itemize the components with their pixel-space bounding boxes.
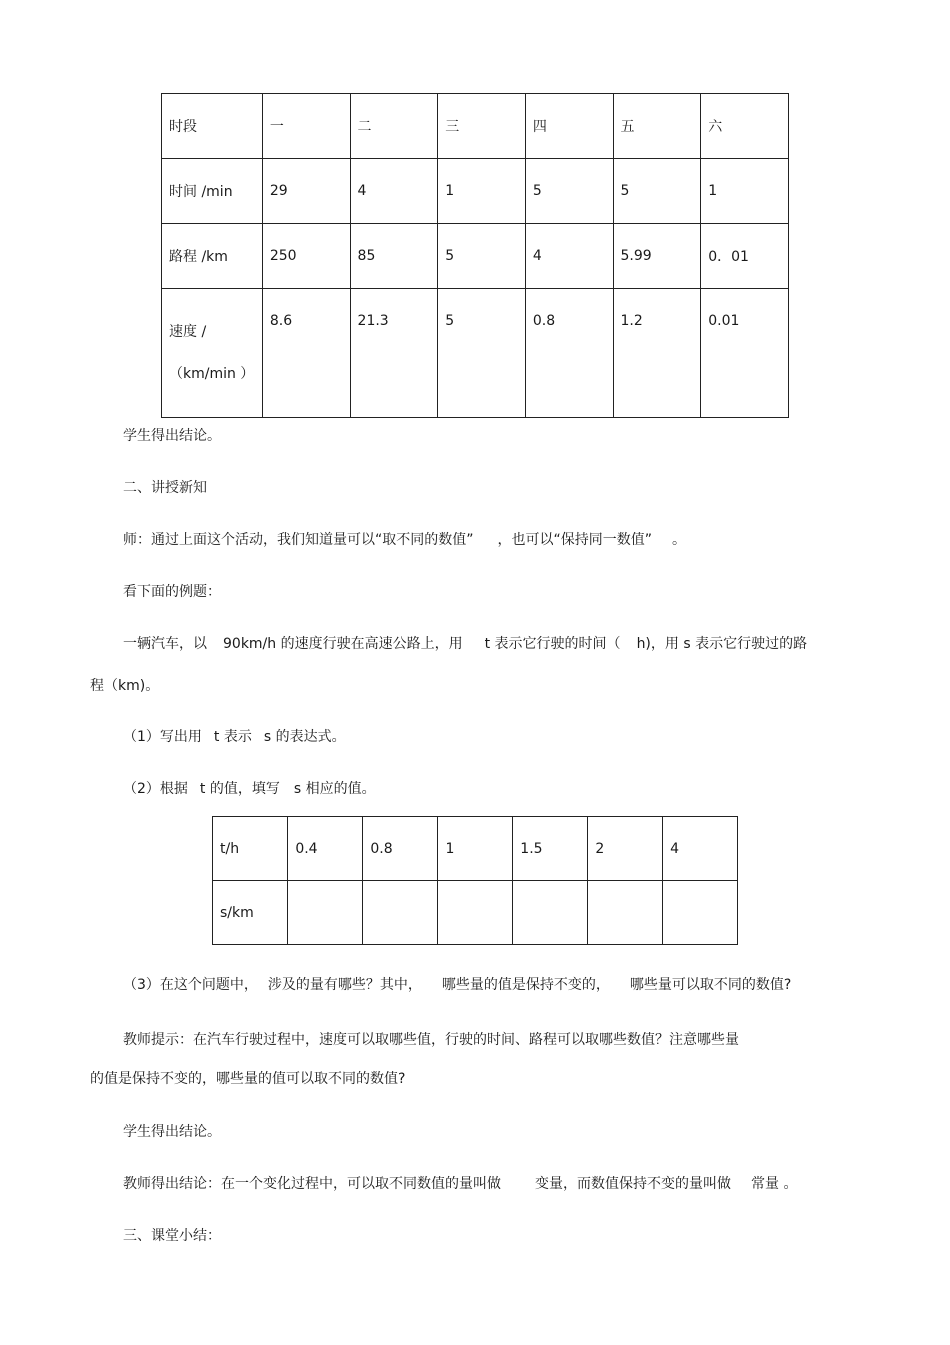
- table-cell: 85: [350, 224, 438, 289]
- table-cell: 六: [701, 94, 789, 159]
- question-3: [123, 975, 791, 995]
- table-cell: [288, 881, 363, 945]
- final-text-a: 教师得出结论：在一个变化过程中，可以取不同数值的量叫做: [123, 1176, 501, 1192]
- example-line-1: [123, 634, 807, 654]
- table-row: [162, 94, 789, 159]
- example-text-b: 90km/h 的速度行驶在高速公路上，用: [223, 636, 463, 652]
- table-cell: 1: [438, 159, 526, 224]
- table-cell: 二: [350, 94, 438, 159]
- teacher-text-c: 。: [672, 532, 687, 548]
- table-cell: 三: [438, 94, 526, 159]
- table-cell: 1: [701, 159, 789, 224]
- table-cell: 29: [262, 159, 350, 224]
- question-2-b: t 的值，填写: [199, 781, 280, 797]
- speed-table: [161, 93, 789, 418]
- hint-line-1: 教师提示：在汽车行驶过程中，速度可以取哪些值，行驶的时间、路程可以取哪些数值？注意哪些量: [123, 1032, 739, 1048]
- speed-label: 速度 /: [169, 324, 207, 340]
- question-3-c: 哪些量的值是保持不变的，: [441, 977, 610, 993]
- table-cell: 8.6: [262, 289, 350, 418]
- table-row: [213, 881, 738, 945]
- section-heading: 三、课堂小结：: [123, 1228, 221, 1244]
- table-cell: s/km: [213, 881, 288, 945]
- table-cell: 1.2: [613, 289, 701, 418]
- conclusion-text: 学生得出结论。: [123, 428, 221, 444]
- table-cell: [363, 881, 438, 945]
- table-cell: 250: [262, 224, 350, 289]
- question-2-a: （2）根据: [123, 781, 188, 797]
- table-cell: 5: [613, 159, 701, 224]
- table-cell: 5.99: [613, 224, 701, 289]
- table-cell: 时间 /min: [162, 159, 263, 224]
- table-cell: 4: [350, 159, 438, 224]
- table-cell: [162, 289, 263, 418]
- conclusion-text: 学生得出结论。: [123, 1124, 221, 1140]
- table-cell: 2: [588, 817, 663, 881]
- table-row: [162, 159, 789, 224]
- section-heading: 二、讲授新知: [123, 480, 207, 496]
- final-conclusion: [123, 1174, 797, 1194]
- teacher-line: [123, 530, 686, 550]
- question-1: [123, 727, 346, 747]
- question-3-b: 涉及的量有哪些？其中，: [267, 977, 422, 993]
- hint-line-2: 的值是保持不变的，哪些量的值可以取不同的数值?: [90, 1071, 406, 1087]
- question-2-c: s 相应的值。: [293, 781, 376, 797]
- example-intro: 看下面的例题：: [123, 584, 221, 600]
- table-row: [213, 817, 738, 881]
- time-distance-table: [212, 816, 738, 945]
- example-text-d: h)，用 s 表示它行驶过的路: [636, 636, 808, 652]
- table-cell: 1.5: [513, 817, 588, 881]
- table-cell: 四: [525, 94, 613, 159]
- final-text-c: 常量 。: [751, 1176, 798, 1192]
- table-row: [162, 289, 789, 418]
- table-cell: 0．01: [701, 224, 789, 289]
- table-row: [162, 224, 789, 289]
- table-cell: [438, 881, 513, 945]
- table-cell: 5: [525, 159, 613, 224]
- teacher-text-a: 师：通过上面这个活动，我们知道量可以“取不同的数值”: [123, 532, 474, 548]
- table-cell: [588, 881, 663, 945]
- table-cell: 0.8: [363, 817, 438, 881]
- table-cell: t/h: [213, 817, 288, 881]
- question-2: [123, 779, 376, 799]
- example-line-2: 程（km)。: [90, 678, 160, 694]
- table-cell: 1: [438, 817, 513, 881]
- table-cell: 4: [525, 224, 613, 289]
- question-3-d: 哪些量可以取不同的数值?: [629, 977, 792, 993]
- table-cell: 5: [438, 289, 526, 418]
- final-text-b: 变量，而数值保持不变的量叫做: [535, 1176, 731, 1192]
- table-cell: 0.4: [288, 817, 363, 881]
- table-cell: 5: [438, 224, 526, 289]
- example-text-c: t 表示它行驶的时间（: [484, 636, 621, 652]
- table-cell: 时段: [162, 94, 263, 159]
- question-1-a: （1）写出用: [123, 729, 202, 745]
- example-text-a: 一辆汽车，以: [123, 636, 207, 652]
- question-1-c: s 的表达式。: [263, 729, 346, 745]
- question-3-a: （3）在这个问题中，: [123, 977, 258, 993]
- speed-unit: （km/min ）: [169, 366, 255, 382]
- table-cell: [513, 881, 588, 945]
- table-cell: 4: [663, 817, 738, 881]
- table-cell: 路程 /km: [162, 224, 263, 289]
- table-cell: [663, 881, 738, 945]
- table-cell: 五: [613, 94, 701, 159]
- table-cell: 21.3: [350, 289, 438, 418]
- question-1-b: t 表示: [213, 729, 252, 745]
- table-cell: 一: [262, 94, 350, 159]
- table-cell: 0.01: [701, 289, 789, 418]
- teacher-text-b: ，也可以“保持同一数值”: [497, 532, 653, 548]
- table-cell: 0.8: [525, 289, 613, 418]
